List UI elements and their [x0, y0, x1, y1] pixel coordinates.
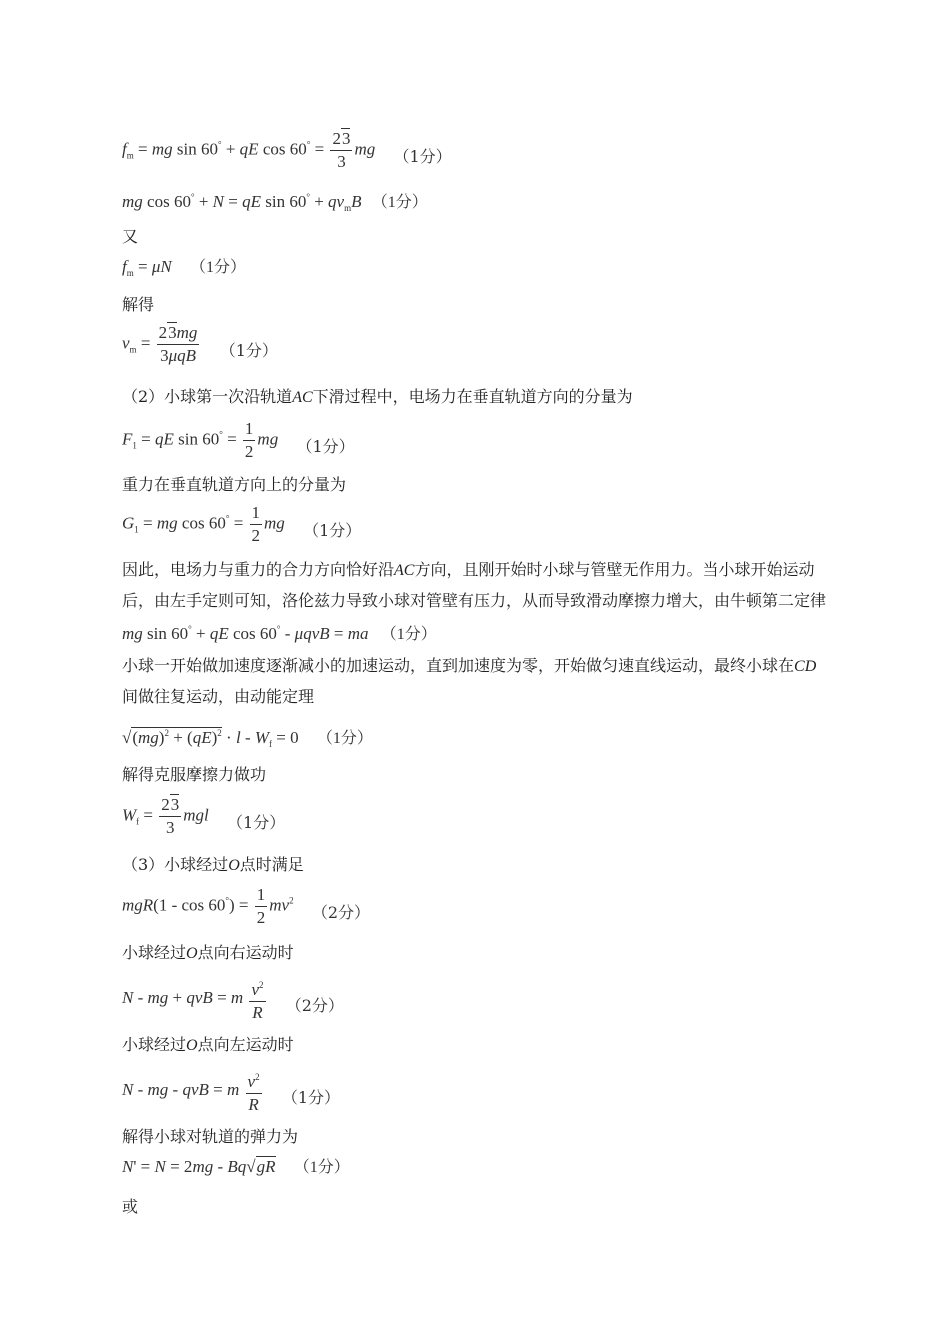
- text-jiede: 解得: [122, 295, 155, 314]
- equation-n-prime: N' = N = 2mg - Bq√gR （1分）: [122, 1157, 350, 1176]
- score-label: （1分）: [393, 147, 452, 167]
- equation-wf: $W_f$ = $\frac{23}{3}$ mgl （1分）: [122, 795, 286, 837]
- score-label: （1分）: [281, 1087, 341, 1107]
- text-right-motion: 小球经过O点向右运动时: [122, 943, 294, 962]
- part2-heading: （2）小球第一次沿轨道AC下滑过程中，电场力在垂直轨道方向的分量为: [122, 387, 633, 406]
- equation-newton: mg sin 60° + qE cos 60° - μqvB = ma （1分）: [122, 624, 437, 643]
- score-label: （1分）: [380, 626, 437, 643]
- part3-heading: （3）小球经过O点时满足: [122, 855, 304, 874]
- text-huo: 或: [122, 1197, 139, 1216]
- score-label: （1分）: [371, 194, 428, 211]
- text-normal-force: 解得小球对轨道的弹力为: [122, 1127, 299, 1146]
- equation-right-force: N - mg + qvB = m $\frac{v^2}{R}$ （2分）: [122, 974, 344, 1024]
- text-friction-work: 解得克服摩擦力做功: [122, 765, 267, 784]
- paragraph-analysis: 因此，电场力与重力的合力方向恰好沿AC方向，且刚开始时小球与管壁无作用力。当小球开始运动 后，由左手定则可知，洛伦兹力导致小球对管壁有压力，从而导致滑动摩擦力增大，由牛顿第二定律: [122, 560, 827, 610]
- equation-left-force: N - mg - qvB = m $\frac{v^2}{R}$ （1分）: [122, 1066, 340, 1116]
- score-label: （2分）: [311, 903, 371, 923]
- score-label: （1分）: [303, 521, 362, 541]
- score-label: （1分）: [227, 813, 286, 833]
- score-label: （2分）: [285, 995, 344, 1015]
- score-label: （1分）: [316, 730, 373, 747]
- text-left-motion: 小球经过O点向左运动时: [122, 1035, 294, 1054]
- score-label: （1分）: [293, 1159, 350, 1176]
- equation-energy-o: mgR(1 - cos 60°) = $\frac{1}{2}$ $mv^2$ （2分）: [122, 885, 371, 927]
- equation-vm: $v_m$ = $\frac{23mg}{\text{3μqB}}$ （1分）: [122, 323, 278, 365]
- equation-energy: $√(mg)^2 + (qE)^2 \cdot l - W_f = 0$ （1分）: [122, 728, 373, 749]
- equation-friction-mu: $f_m = \mu N$ （1分）: [122, 257, 246, 278]
- paragraph-motion: 小球一开始做加速度逐渐减小的加速运动，直到加速度为零，开始做匀速直线运动，最终小球在CD 间做往复运动，由动能定理: [122, 656, 817, 706]
- equation-normal-balance: mg cos 60° + N = qE $\sin 60^\circ + qv_mB$ （1分）: [122, 192, 428, 213]
- score-label: （1分）: [219, 341, 278, 361]
- score-label: （1分）: [296, 437, 355, 457]
- text-you: 又: [122, 227, 139, 246]
- equation-f1: $F_1$ = qE sin 60° = $\frac{1}{2}$ mg （1分）: [122, 419, 355, 461]
- equation-g1: $G_1$ = mg cos 60° = $\frac{1}{2}$ mg （1分）: [122, 503, 362, 545]
- equation-max-friction: $f_m$ = mg sin 60° + qE cos 60° = $\frac{23}{3}$ mg （1分）: [122, 129, 452, 171]
- score-label: （1分）: [189, 259, 246, 276]
- text-gravity-component: 重力在垂直轨道方向上的分量为: [122, 475, 347, 494]
